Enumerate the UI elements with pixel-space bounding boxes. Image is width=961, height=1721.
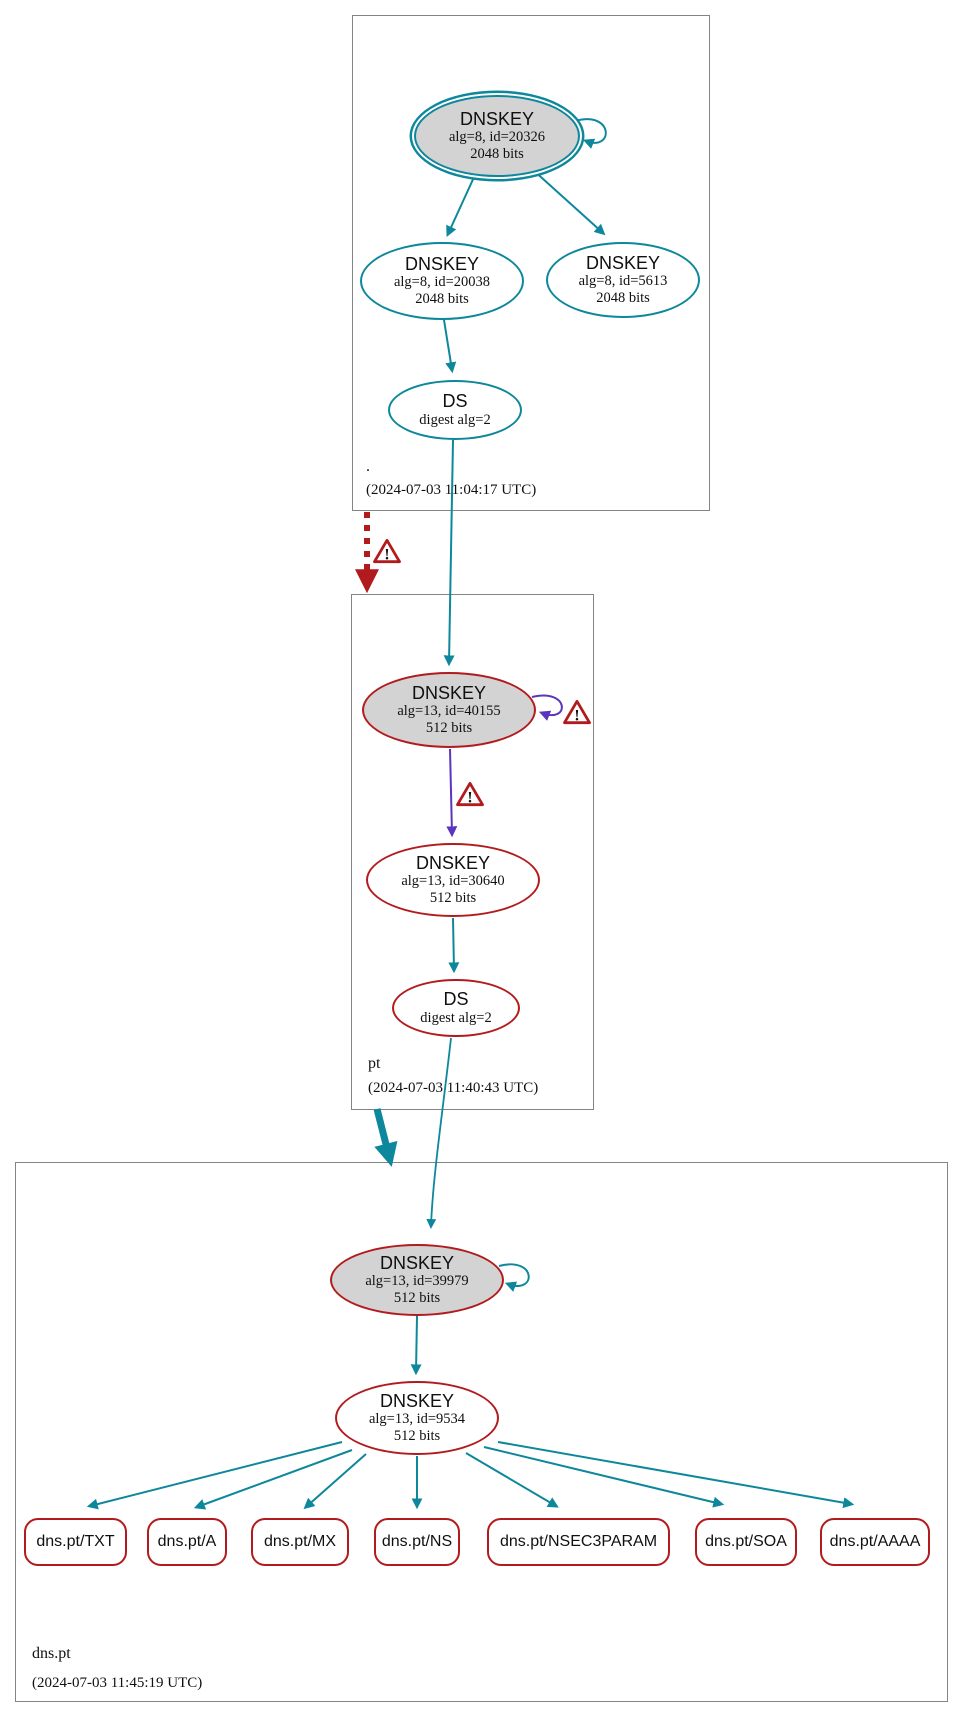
- node-title: DNSKEY: [459, 108, 535, 129]
- zone-label-root: .: [366, 458, 370, 475]
- node-title: DS: [442, 391, 468, 412]
- node-root-zsk-20038-dnskey[interactable]: [360, 242, 524, 320]
- node-detail: alg=13, id=40155: [397, 702, 501, 719]
- node-bits: 512 bits: [429, 890, 477, 907]
- node-root-ds[interactable]: [388, 380, 522, 440]
- node-pt-ksk-dnskey[interactable]: [362, 672, 536, 748]
- edge-root-ksk-to-zsk5613: [532, 169, 603, 233]
- edge-root-zsk-to-ds: [444, 320, 452, 370]
- node-detail: digest alg=2: [419, 411, 491, 428]
- node-detail: alg=8, id=20326: [448, 128, 546, 145]
- warning-icon[interactable]: [456, 781, 484, 807]
- node-title: DNSKEY: [411, 682, 487, 703]
- edge-dnspt-ksk-to-zsk: [416, 1316, 417, 1372]
- node-root-ksk-dnskey[interactable]: [414, 95, 580, 177]
- node-title: DNSKEY: [379, 1390, 455, 1411]
- node-title: DNSKEY: [585, 252, 661, 273]
- node-title: DNSKEY: [404, 253, 480, 274]
- node-detail: alg=8, id=20038: [393, 273, 491, 290]
- edge-pt-ds-to-dnspt-ksk: [431, 1038, 451, 1226]
- rrset-dns-pt-ns[interactable]: dns.pt/NS: [374, 1518, 460, 1566]
- zone-timestamp-root: (2024-07-03 11:04:17 UTC): [366, 482, 537, 498]
- node-dnspt-ksk-dnskey[interactable]: [330, 1244, 504, 1316]
- node-dnspt-zsk-dnskey[interactable]: [335, 1381, 499, 1455]
- edge-root-ksk-to-zsk20038: [448, 175, 475, 234]
- node-detail: alg=13, id=30640: [401, 872, 505, 889]
- warning-glyph: !: [574, 707, 580, 725]
- node-title: DS: [443, 989, 469, 1010]
- warning-icon[interactable]: [373, 538, 401, 564]
- node-pt-ds[interactable]: [392, 979, 520, 1037]
- zone-timestamp-pt: (2024-07-03 11:40:43 UTC): [368, 1080, 539, 1096]
- rrset-dns-pt-txt[interactable]: dns.pt/TXT: [24, 1518, 127, 1566]
- node-bits: 512 bits: [393, 1290, 441, 1307]
- edge-zsk-to-mx: [306, 1454, 366, 1507]
- zone-timestamp-dns-pt: (2024-07-03 11:45:19 UTC): [32, 1675, 203, 1691]
- node-bits: 2048 bits: [415, 291, 469, 308]
- node-title: DNSKEY: [415, 852, 491, 873]
- zone-label-pt: pt: [368, 1055, 381, 1072]
- node-bits: 2048 bits: [596, 290, 650, 307]
- edge-zsk-to-aaaa: [498, 1442, 851, 1504]
- node-title: DNSKEY: [379, 1252, 455, 1273]
- node-detail: alg=13, id=39979: [365, 1272, 469, 1289]
- rrset-dns-pt-soa[interactable]: dns.pt/SOA: [695, 1518, 797, 1566]
- rrset-dns-pt-aaaa[interactable]: dns.pt/AAAA: [820, 1518, 930, 1566]
- node-bits: 512 bits: [425, 720, 473, 737]
- zone-label-dns-pt: dns.pt: [32, 1645, 71, 1662]
- edge-zsk-to-txt: [90, 1442, 342, 1506]
- rrset-dns-pt-a[interactable]: dns.pt/A: [147, 1518, 227, 1566]
- edge-pt-zsk-to-ds: [453, 918, 454, 970]
- node-root-zsk-5613-dnskey[interactable]: [546, 242, 700, 318]
- warning-glyph: !: [384, 546, 390, 564]
- warning-glyph: !: [467, 789, 473, 807]
- rrset-dns-pt-mx[interactable]: dns.pt/MX: [251, 1518, 349, 1566]
- edge-pt-ksk-to-zsk-warning: [450, 749, 452, 834]
- edge-pt-ksk-selfsign-warning: [532, 696, 562, 716]
- warning-icon[interactable]: [563, 699, 591, 725]
- rrset-dns-pt-nsec3param[interactable]: dns.pt/NSEC3PARAM: [487, 1518, 670, 1566]
- edge-delegation-pt-to-dnspt: [377, 1109, 390, 1160]
- node-bits: 2048 bits: [470, 146, 524, 163]
- node-detail: digest alg=2: [420, 1009, 492, 1026]
- node-detail: alg=13, id=9534: [368, 1410, 466, 1427]
- edge-root-ds-to-pt-ksk: [449, 440, 453, 663]
- node-pt-zsk-dnskey[interactable]: [366, 843, 540, 917]
- node-bits: 512 bits: [393, 1428, 441, 1445]
- node-detail: alg=8, id=5613: [578, 272, 668, 289]
